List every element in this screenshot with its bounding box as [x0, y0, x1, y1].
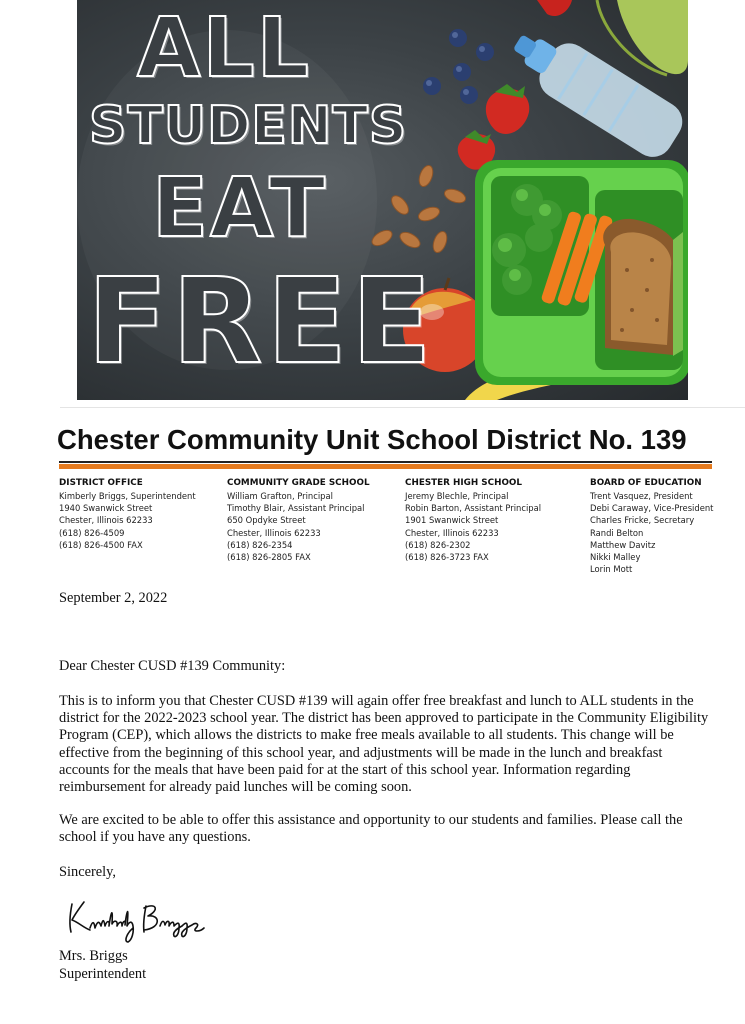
column-line: 1901 Swanwick Street	[405, 515, 499, 526]
column-line: Charles Fricke, Secretary	[590, 515, 695, 526]
column-line: Randi Belton	[590, 527, 644, 538]
high-school-column	[405, 477, 541, 563]
district-office-column	[59, 477, 196, 551]
column-heading: COMMUNITY GRADE SCHOOL	[227, 478, 370, 488]
column-heading: BOARD OF EDUCATION	[590, 478, 702, 488]
letter-date: September 2, 2022	[59, 590, 168, 606]
column-line: (618) 826-2302	[405, 539, 471, 550]
column-line: Jeremy Blechle, Principal	[405, 491, 509, 501]
signer-name: Mrs. Briggs	[59, 948, 128, 964]
column-line: (618) 826-3723 FAX	[405, 552, 489, 563]
column-line: 1940 Swanwick Street	[59, 503, 153, 514]
column-line: Nikki Malley	[590, 552, 641, 563]
column-line: (618) 826-2354	[227, 539, 293, 550]
column-line: (618) 826-4509	[59, 527, 125, 538]
handwritten-signature	[64, 898, 214, 944]
column-line: Matthew Davitz	[590, 539, 656, 550]
banner-image	[77, 0, 688, 400]
column-line: William Grafton, Principal	[227, 491, 333, 501]
section-divider	[60, 407, 745, 408]
column-line: Timothy Blair, Assistant Principal	[227, 503, 365, 514]
column-heading: DISTRICT OFFICE	[59, 478, 143, 488]
letter-salutation: Dear Chester CUSD #139 Community:	[59, 658, 286, 674]
banner-line-all: ALL	[137, 1, 311, 96]
letter-paragraph: This is to inform you that Chester CUSD #139 will again offer free breakfast and lunch to ALL students in the district for the 2022-2023 school year. The district has been approved to participate in the Community Eligibility Program (CEP), which allows the districts to make free meals available to all students. This change will be effective from the beginning of this school year, and adjustments will be made in the lunch and breakfast accounts for the meals that have been paid for at the start of this school year. Information regarding reimbursement for already paid lunches will be coming soon.	[59, 693, 709, 796]
column-line: 650 Opdyke Street	[227, 515, 306, 526]
column-line: (618) 826-4500 FAX	[59, 539, 143, 550]
banner-line-free: FREE	[87, 252, 436, 390]
letterhead-rule-black	[59, 461, 712, 463]
column-line: Chester, Illinois 62233	[405, 527, 499, 538]
signer-title: Superintendent	[59, 966, 147, 982]
column-line: Debi Caraway, Vice-President	[590, 503, 714, 514]
grade-school-column	[227, 477, 370, 563]
letter-closing: Sincerely,	[59, 864, 117, 880]
column-line: (618) 826-2805 FAX	[227, 552, 311, 563]
banner-line-eat: EAT	[152, 161, 328, 256]
column-line: Kimberly Briggs, Superintendent	[59, 491, 196, 501]
letter-paragraph: We are excited to be able to offer this assistance and opportunity to our students and families. Please call the school if you have any questions.	[59, 812, 683, 846]
column-line: Chester, Illinois 62233	[227, 527, 321, 538]
column-line: Lorin Mott	[590, 564, 633, 575]
banner-line-students: STUDENTS	[89, 96, 408, 156]
letterhead-rule-orange	[59, 464, 712, 469]
column-heading: CHESTER HIGH SCHOOL	[405, 478, 523, 488]
district-name: Chester Community Unit School District No. 139	[57, 424, 687, 455]
column-line: Robin Barton, Assistant Principal	[405, 503, 542, 514]
column-line: Chester, Illinois 62233	[59, 515, 153, 526]
column-line: Trent Vasquez, President	[590, 491, 693, 501]
board-of-education-column	[590, 477, 713, 575]
